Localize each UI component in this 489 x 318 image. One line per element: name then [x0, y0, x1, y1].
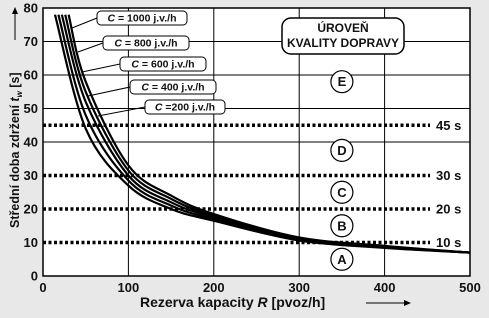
- los-letter-B: B: [337, 218, 347, 234]
- los-letter-A: A: [337, 251, 347, 267]
- y-axis-arrow: [12, 7, 18, 40]
- los-title-line1: ÚROVEŇ: [317, 21, 369, 35]
- curve-label-text-1: = 800 j.v./h: [122, 37, 178, 50]
- x-tick-200: 200: [202, 280, 225, 295]
- curve-label-4: [155, 102, 215, 114]
- y-tick-10: 10: [23, 235, 38, 250]
- y-tick-0: 0: [30, 268, 38, 284]
- curve-label-text-2: = 600 j.v./h: [139, 58, 195, 71]
- x-tick-100: 100: [117, 280, 140, 295]
- y-tick-50: 50: [23, 101, 38, 116]
- threshold-label-45: 45 s: [436, 117, 462, 133]
- los-title-line2: KVALITY DOPRAVY: [286, 36, 400, 50]
- y-axis-label-group: [8, 72, 24, 228]
- curve-label-text-0: = 1000 j.v./h: [115, 12, 177, 25]
- los-letter-D: D: [337, 142, 347, 158]
- y-tick-70: 70: [23, 34, 38, 49]
- curve-label-text-4: =200 j.v./h: [162, 101, 216, 114]
- y-axis-label-sub: w: [15, 91, 24, 98]
- x-tick-500: 500: [459, 280, 481, 295]
- y-tick-30: 30: [23, 168, 38, 183]
- x-tick-0: 0: [39, 280, 47, 295]
- curve-label-1: [114, 38, 177, 50]
- los-letter-E: E: [337, 74, 347, 90]
- curve-label-var-1: C: [114, 37, 123, 50]
- curve-label-var-0: C: [107, 12, 116, 25]
- y-axis-label-main: Střední doba zdržení: [8, 101, 22, 228]
- y-axis-label: [8, 72, 24, 228]
- x-axis-arrow: [366, 300, 411, 306]
- los-title-box: [282, 18, 404, 54]
- x-axis-label-unit: [pvoz/h]: [267, 294, 326, 310]
- x-axis-label-var: R: [257, 294, 268, 310]
- y-tick-80: 80: [23, 0, 38, 16]
- curve-label-text-3: = 400 j.v./h: [149, 81, 205, 94]
- curve-label-var-2: C: [131, 58, 140, 71]
- los-letter-C: C: [337, 184, 347, 200]
- threshold-label-10: 10 s: [436, 235, 462, 250]
- x-axis-label-main: Rezerva kapacity: [140, 294, 258, 310]
- y-tick-40: 40: [23, 134, 38, 150]
- y-tick-60: 60: [23, 67, 38, 83]
- curve-label-var-4: C: [154, 101, 163, 114]
- y-tick-20: 20: [23, 201, 38, 217]
- x-axis-label: [140, 294, 325, 310]
- x-tick-300: 300: [288, 280, 311, 295]
- y-axis-label-unit: [s]: [8, 72, 22, 92]
- curve-label-0: [108, 13, 177, 25]
- curve-label-2: [131, 59, 194, 71]
- x-tick-400: 400: [373, 280, 396, 295]
- threshold-label-20: 20 s: [436, 201, 462, 217]
- curve-label-3: [141, 82, 204, 94]
- curve-label-var-3: C: [141, 81, 150, 94]
- y-axis-label-var: t: [8, 97, 22, 102]
- threshold-label-30: 30 s: [436, 168, 462, 183]
